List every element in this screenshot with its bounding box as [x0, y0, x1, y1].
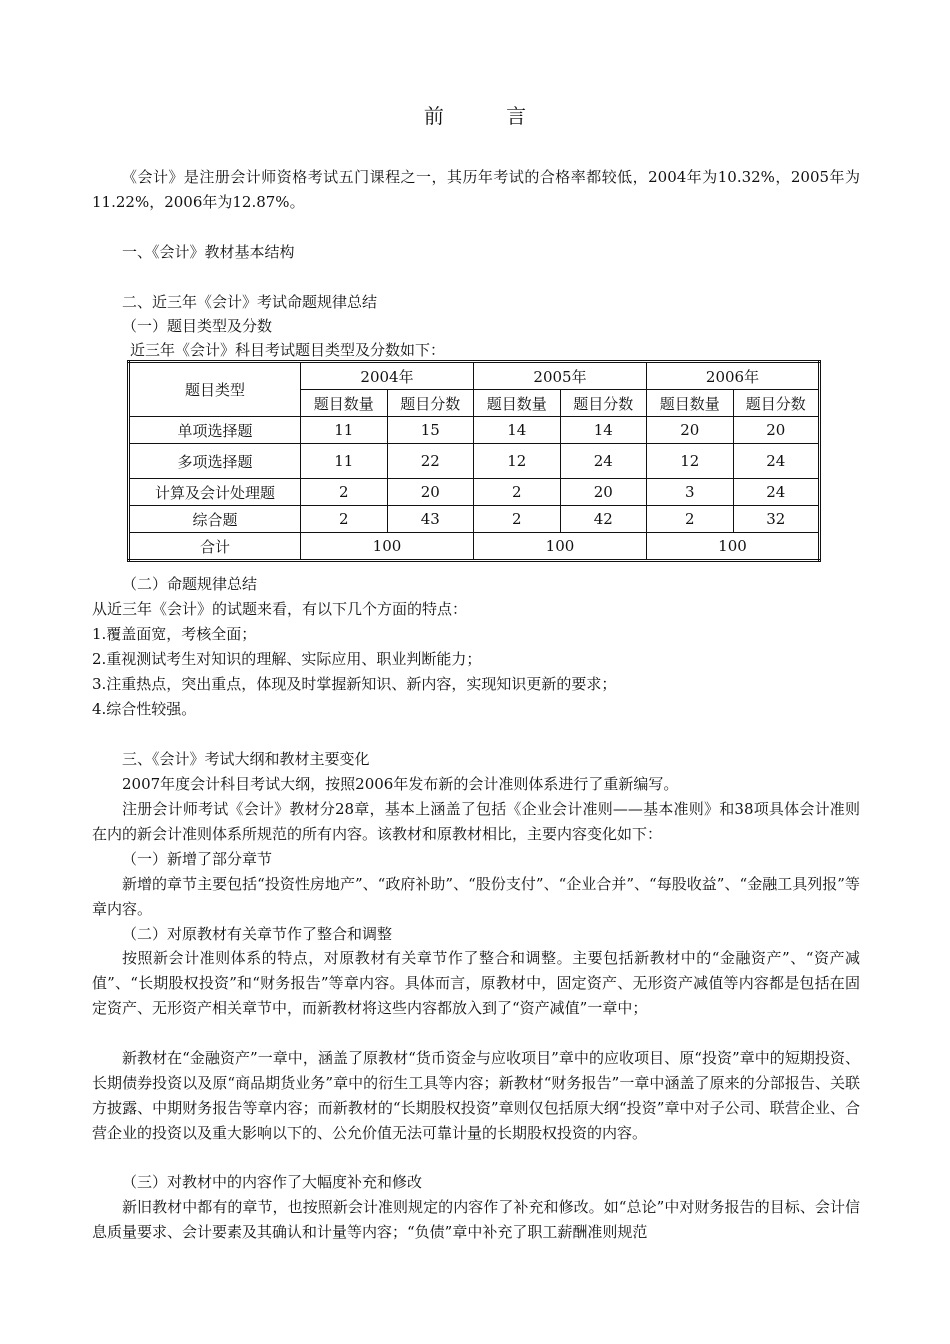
- cell: 20: [387, 479, 474, 506]
- page-title: 前 言: [423, 104, 555, 128]
- header-count: 题目数量: [474, 390, 561, 417]
- table-row: [129, 444, 820, 479]
- cell: 3: [647, 479, 734, 506]
- header-year: 2006年: [647, 362, 820, 390]
- total-cell: 100: [474, 533, 647, 561]
- header-count: 题目数量: [647, 390, 734, 417]
- cell: 11: [301, 444, 388, 479]
- cell: 32: [733, 506, 820, 533]
- paragraph: 新教材在“金融资产”一章中，涵盖了原教材“货币资金与应收项目”章中的应收项目、原“投资”章中的短期投资、长期债券投资以及原“商品期货业务”章中的衍生工具等内容；新教材“财务报告”一章中涵盖了原来的分部报告、关联方披露、中期财务报告等章内容；而新教材的“长期股权投资”章则仅包括原大纲“投资”章中对子公司、联营企业、合营企业的投资以及重大影响以下的、公允价值无法可靠计量的长期股权投资的内容。: [92, 1049, 860, 1142]
- cell: 20: [647, 417, 734, 444]
- cell: 20: [560, 479, 647, 506]
- section-3-sub-2: （二）对原教材有关章节作了整合和调整: [122, 925, 393, 943]
- row-type: 多项选择题: [129, 444, 301, 479]
- cell: 14: [560, 417, 647, 444]
- cell: 2: [301, 506, 388, 533]
- header-year: 2004年: [301, 362, 474, 390]
- section-2-sub-1: （一）题目类型及分数: [122, 317, 273, 335]
- section-2-heading: 二、近三年《会计》考试命题规律总结: [122, 293, 378, 311]
- header-score: 题目分数: [733, 390, 820, 417]
- score-table: [127, 360, 821, 562]
- point-item: 2.重视测试考生对知识的理解、实际应用、职业判断能力；: [92, 650, 482, 668]
- summary-intro: 从近三年《会计》的试题来看，有以下几个方面的特点：: [92, 600, 468, 618]
- cell: 2: [301, 479, 388, 506]
- cell: 14: [474, 417, 561, 444]
- paragraph: 2007年度会计科目考试大纲，按照2006年发布新的会计准则体系进行了重新编写。: [122, 775, 679, 793]
- section-3-sub-1: （一）新增了部分章节: [122, 850, 273, 868]
- cell: 11: [301, 417, 388, 444]
- header-score: 题目分数: [560, 390, 647, 417]
- row-type: 综合题: [129, 506, 301, 533]
- table-header-row: [129, 362, 820, 390]
- cell: 12: [647, 444, 734, 479]
- section-3-sub-3: （三）对教材中的内容作了大幅度补充和修改: [122, 1173, 423, 1191]
- table-row: [129, 506, 820, 533]
- row-type: 单项选择题: [129, 417, 301, 444]
- header-type: 题目类型: [129, 362, 301, 417]
- cell: 2: [647, 506, 734, 533]
- point-item: 3.注重热点，突出重点，体现及时掌握新知识、新内容，实现知识更新的要求；: [92, 675, 617, 693]
- paragraph: 新旧教材中都有的章节，也按照新会计准则规定的内容作了补充和修改。如“总论”中对财务报告的目标、会计信息质量要求、会计要素及其确认和计量等内容；“负债”章中补充了职工薪酬准则规范: [92, 1198, 860, 1241]
- cell: 15: [387, 417, 474, 444]
- total-cell: 100: [301, 533, 474, 561]
- paragraph: 注册会计师考试《会计》教材分28章，基本上涵盖了包括《企业会计准则——基本准则》和38项具体会计准则在内的新会计准则体系所规范的所有内容。该教材和原教材相比，主要内容变化如下：: [92, 800, 860, 843]
- cell: 43: [387, 506, 474, 533]
- total-label: 合计: [129, 533, 301, 561]
- cell: 12: [474, 444, 561, 479]
- section-1-heading: 一、《会计》教材基本结构: [122, 243, 295, 261]
- paragraph: 新增的章节主要包括“投资性房地产”、“政府补助”、“股份支付”、“企业合并”、“每股收益”、“金融工具列报”等章内容。: [92, 875, 860, 918]
- intro-paragraph: 《会计》是注册会计师资格考试五门课程之一，其历年考试的合格率都较低，2004年为10.32%，2005年为11.22%，2006年为12.87%。: [92, 168, 860, 211]
- header-year: 2005年: [474, 362, 647, 390]
- section-3-heading: 三、《会计》考试大纲和教材主要变化: [122, 750, 370, 768]
- cell: 24: [733, 444, 820, 479]
- header-count: 题目数量: [301, 390, 388, 417]
- total-cell: 100: [647, 533, 820, 561]
- cell: 2: [474, 506, 561, 533]
- section-2-sub-2: （二）命题规律总结: [122, 575, 258, 593]
- table-total-row: [129, 533, 820, 561]
- point-item: 1.覆盖面宽，考核全面；: [92, 625, 257, 643]
- table-row: [129, 417, 820, 444]
- table-row: [129, 479, 820, 506]
- cell: 42: [560, 506, 647, 533]
- row-type: 计算及会计处理题: [129, 479, 301, 506]
- cell: 22: [387, 444, 474, 479]
- cell: 24: [560, 444, 647, 479]
- cell: 2: [474, 479, 561, 506]
- table-caption: 近三年《会计》科目考试题目类型及分数如下：: [130, 341, 446, 359]
- paragraph: 按照新会计准则体系的特点，对原教材有关章节作了整合和调整。主要包括新教材中的“金融资产”、“资产减值”、“长期股权投资”和“财务报告”等章内容。具体而言，原教材中，固定资产、无形资产减值等内容都是包括在固定资产、无形资产相关章节中，而新教材将这些内容都放入到了“资产减值”一章中；: [92, 949, 860, 1017]
- header-score: 题目分数: [387, 390, 474, 417]
- point-item: 4.综合性较强。: [92, 700, 197, 718]
- cell: 20: [733, 417, 820, 444]
- cell: 24: [733, 479, 820, 506]
